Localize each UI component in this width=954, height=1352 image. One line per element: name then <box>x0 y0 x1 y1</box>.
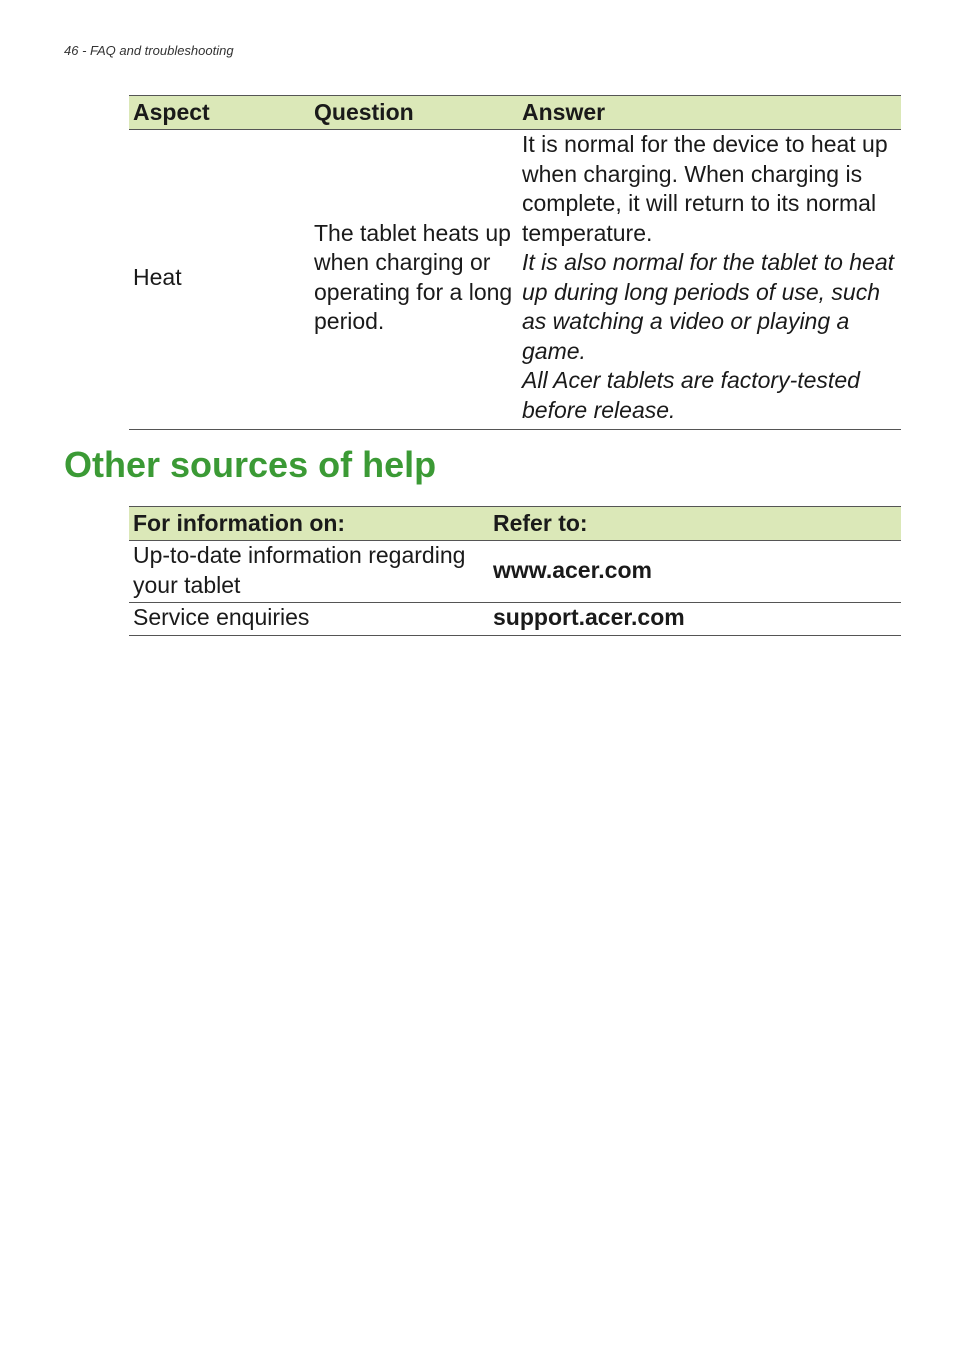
answer-note-1: It is also normal for the tablet to heat up during long periods of use, such as watching a video or playing a game. <box>522 249 895 364</box>
question-cell: The tablet heats up when charging or operating for a long period. <box>310 130 518 430</box>
table-row <box>129 541 901 603</box>
help-table-header-row <box>129 507 901 541</box>
info-cell: Service enquiries <box>129 603 489 636</box>
column-header-question: Question <box>310 96 518 130</box>
help-sources-table <box>129 506 901 636</box>
refer-link[interactable]: www.acer.com <box>489 541 901 603</box>
info-cell: Up-to-date information regarding your tablet <box>129 541 489 603</box>
faq-table <box>129 95 901 430</box>
column-header-answer: Answer <box>518 96 901 130</box>
answer-note-2: All Acer tablets are factory-tested before release. <box>522 367 860 423</box>
answer-text: It is normal for the device to heat up when charging. When charging is complete, it will return to its normal temperature. <box>522 131 888 246</box>
table-row <box>129 130 901 430</box>
faq-table-header-row <box>129 96 901 130</box>
running-header: 46 - FAQ and troubleshooting <box>64 43 234 58</box>
answer-cell <box>518 130 901 430</box>
refer-link[interactable]: support.acer.com <box>489 603 901 636</box>
aspect-cell: Heat <box>129 130 310 430</box>
column-header-aspect: Aspect <box>129 96 310 130</box>
column-header-information: For information on: <box>129 507 489 541</box>
section-title: Other sources of help <box>64 444 437 485</box>
column-header-refer-to: Refer to: <box>489 507 901 541</box>
table-row <box>129 603 901 636</box>
